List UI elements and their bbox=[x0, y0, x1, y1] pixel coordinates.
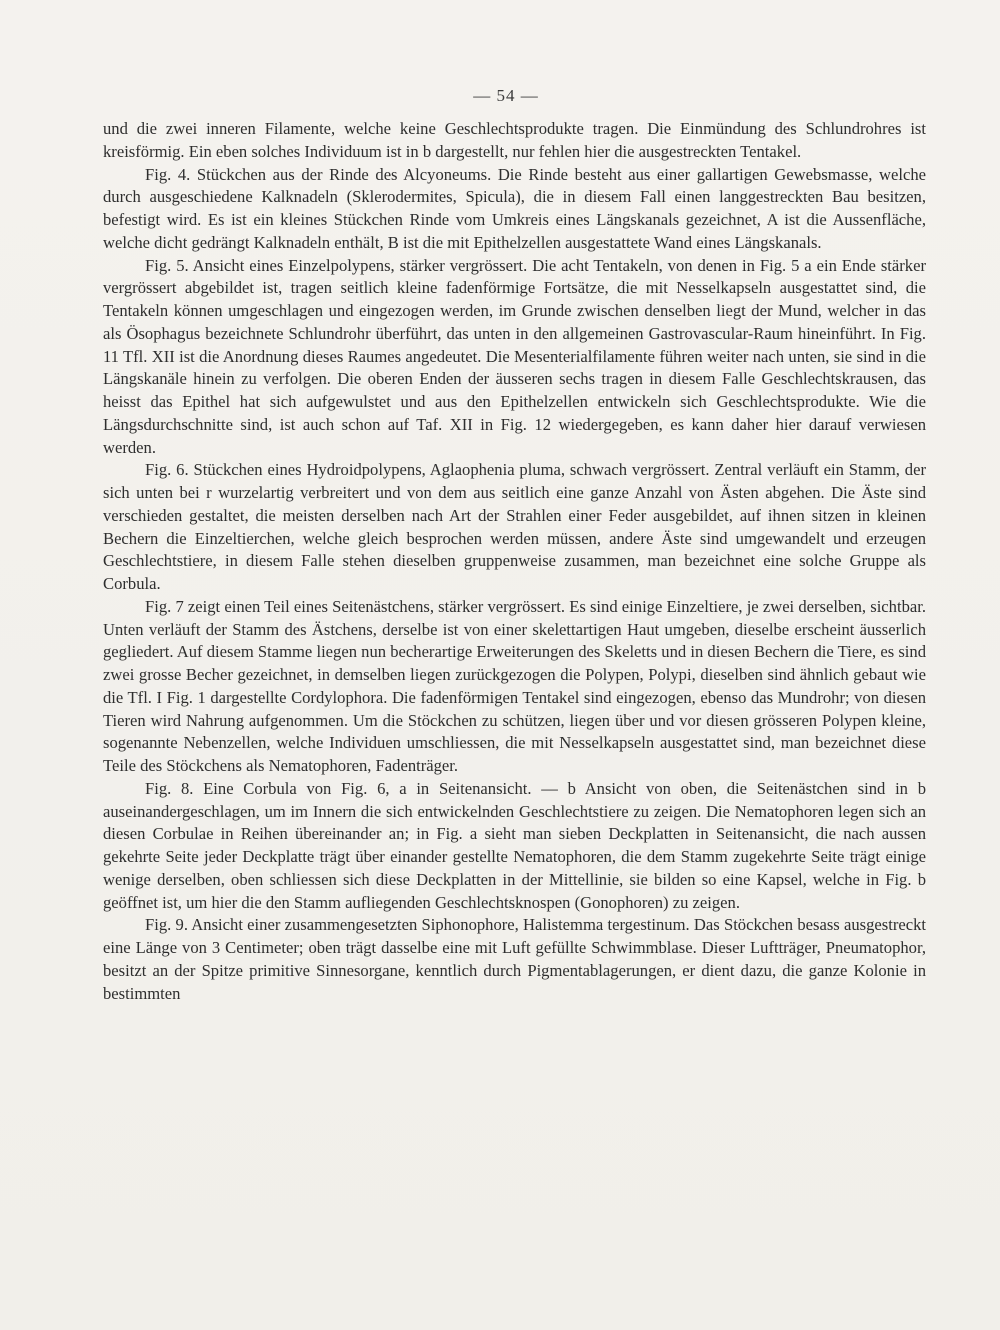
paragraph-fig-5: Fig. 5. Ansicht eines Einzelpolypens, stärker vergrössert. Die acht Tentakeln, von denen in Fig. 5 a ein Ende stärker vergrössert abgebildet ist, tragen seitlich kleine fadenförmige Fortsätze, die mit Nesselkapseln ausgestattet sind, die Tentakeln können umgeschlagen und eingezogen werden, im Grunde zwischen denselben liegt der Mund, welcher in das als Ösophagus bezeichnete Schlundrohr überführt, das unten in den allgemeinen Gastrovascular-Raum hineinführt. In Fig. 11 Tfl. XII ist die Anordnung dieses Raumes angedeutet. Die Mesenterialfilamente führen weiter nach unten, sie sind in die Längskanäle hinein zu verfolgen. Die oberen Enden der äusseren sechs tragen in diesem Falle Geschlechtskrausen, das heisst das Epithel hat sich aufgewulstet und aus den Epithelzellen entwickeln sich Geschlechtsprodukte. Wie die Längsdurchschnitte sind, ist auch schon auf Taf. XII in Fig. 12 wiedergegeben, es kann daher hier darauf verwiesen werden. bbox=[103, 255, 926, 457]
paragraph-fig-9: Fig. 9. Ansicht einer zusammengesetzten Siphonophore, Halistemma tergestinum. Das Stöckchen besass ausgestreckt eine Länge von 3 Centimeter; oben trägt dasselbe eine mit Luft gefüllte Schwimmblase. Dieser Luftträger, Pneumatophor, besitzt an der Spitze primitive Sinnesorgane, kenntlich durch Pigmentablagerungen, er dient dazu, die ganze Kolonie in bestimmten bbox=[103, 915, 926, 1003]
paragraph-fig-4: Fig. 4. Stückchen aus der Rinde des Alcyoneums. Die Rinde besteht aus einer gallartigen Gewebsmasse, welche durch ausgeschiedene Kalknadeln (Sklerodermites, Spicula), die in diesem Fall einen langgestreckten Bau besitzen, befestigt wird. Es ist ein kleines Stückchen Rinde vom Umkreis eines Längskanals gezeichnet, A ist die Aussenfläche, welche dicht gedrängt Kalknadeln enthält, B ist die mit Epithelzellen ausgestattete Wand eines Längskanals. bbox=[103, 164, 926, 252]
body-text bbox=[103, 118, 926, 1005]
paragraph-fig-8: Fig. 8. Eine Corbula von Fig. 6, a in Seitenansicht. — b Ansicht von oben, die Seitenästchen sind in b auseinandergeschlagen, um im Innern die sich entwickelnden Geschlechtstiere zu zeigen. Die Nematophoren legen sich an diesen Corbulae in Reihen übereinander an; in Fig. a sieht man sieben Deckplatten in Seitenansicht, die nach aussen gekehrte Seite jeder Deckplatte trägt über einander gestellte Nematophoren, die dem Stamm zugekehrte Seite trägt einige wenige derselben, oben schliessen sich diese Deckplatten in der Mittellinie, sie bilden so eine Kapsel, welche in Fig. b geöffnet ist, um hier die den Stamm aufliegenden Geschlechtsknospen (Gonophoren) zu zeigen. bbox=[103, 778, 926, 912]
paragraph-fig-7: Fig. 7 zeigt einen Teil eines Seitenästchens, stärker vergrössert. Es sind einige Einzeltiere, je zwei derselben, sichtbar. Unten verläuft der Stamm des Ästchens, derselbe ist von einer skelettartigen Haut umgeben, dieselbe erscheint äusserlich gegliedert. Auf diesem Stamme liegen nun becherartige Erweiterungen des Skeletts und in diesen Bechern die Tiere, es sind zwei grosse Becher gezeichnet, in demselben liegen zurückgezogen die Polypen, Polypi, dieselben sind ähnlich gebaut wie die Tfl. I Fig. 1 dargestellte Cordylophora. Die fadenförmigen Tentakel sind eingezogen, ebenso das Mundrohr; von diesen Tieren wird Nahrung aufgenommen. Um die Stöckchen zu schützen, liegen über und vor diesen grösseren Polypen kleine, sogenannte Nebenzellen, welche Individuen umschliessen, die mit Nesselkapseln ausgestattet sind, man bezeichnet diese Teile des Stöckchens als Nematophoren, Fadenträger. bbox=[103, 596, 926, 775]
page-number: — 54 — bbox=[473, 86, 539, 105]
paragraph-fig-6: Fig. 6. Stückchen eines Hydroidpolypens, Aglaophenia pluma, schwach vergrössert. Zentral verläuft ein Stamm, der sich unten bei r wurzelartig verbreitert und von dem aus seitlich eine ganze Anzahl von Ästen abgehen. Die Äste sind verschieden gestaltet, die meisten derselben nach Art der Strahlen einer Feder ausgebildet, auf ihnen sitzen in kleinen Bechern die Einzeltierchen, welche gleich besprochen werden müssen, andere Äste sind umgewandelt und erzeugen Geschlechtstiere, in diesem Falle stehen dieselben gruppenweise zusammen, man bezeichnet eine solche Gruppe als Corbula. bbox=[103, 460, 926, 593]
paragraph-continuation: und die zwei inneren Filamente, welche keine Geschlechtsprodukte tragen. Die Einmündung des Schlundrohres ist kreisförmig. Ein eben solches Individuum ist in b dargestellt, nur fehlen hier die ausgestreckten Tentakel. bbox=[103, 119, 926, 161]
